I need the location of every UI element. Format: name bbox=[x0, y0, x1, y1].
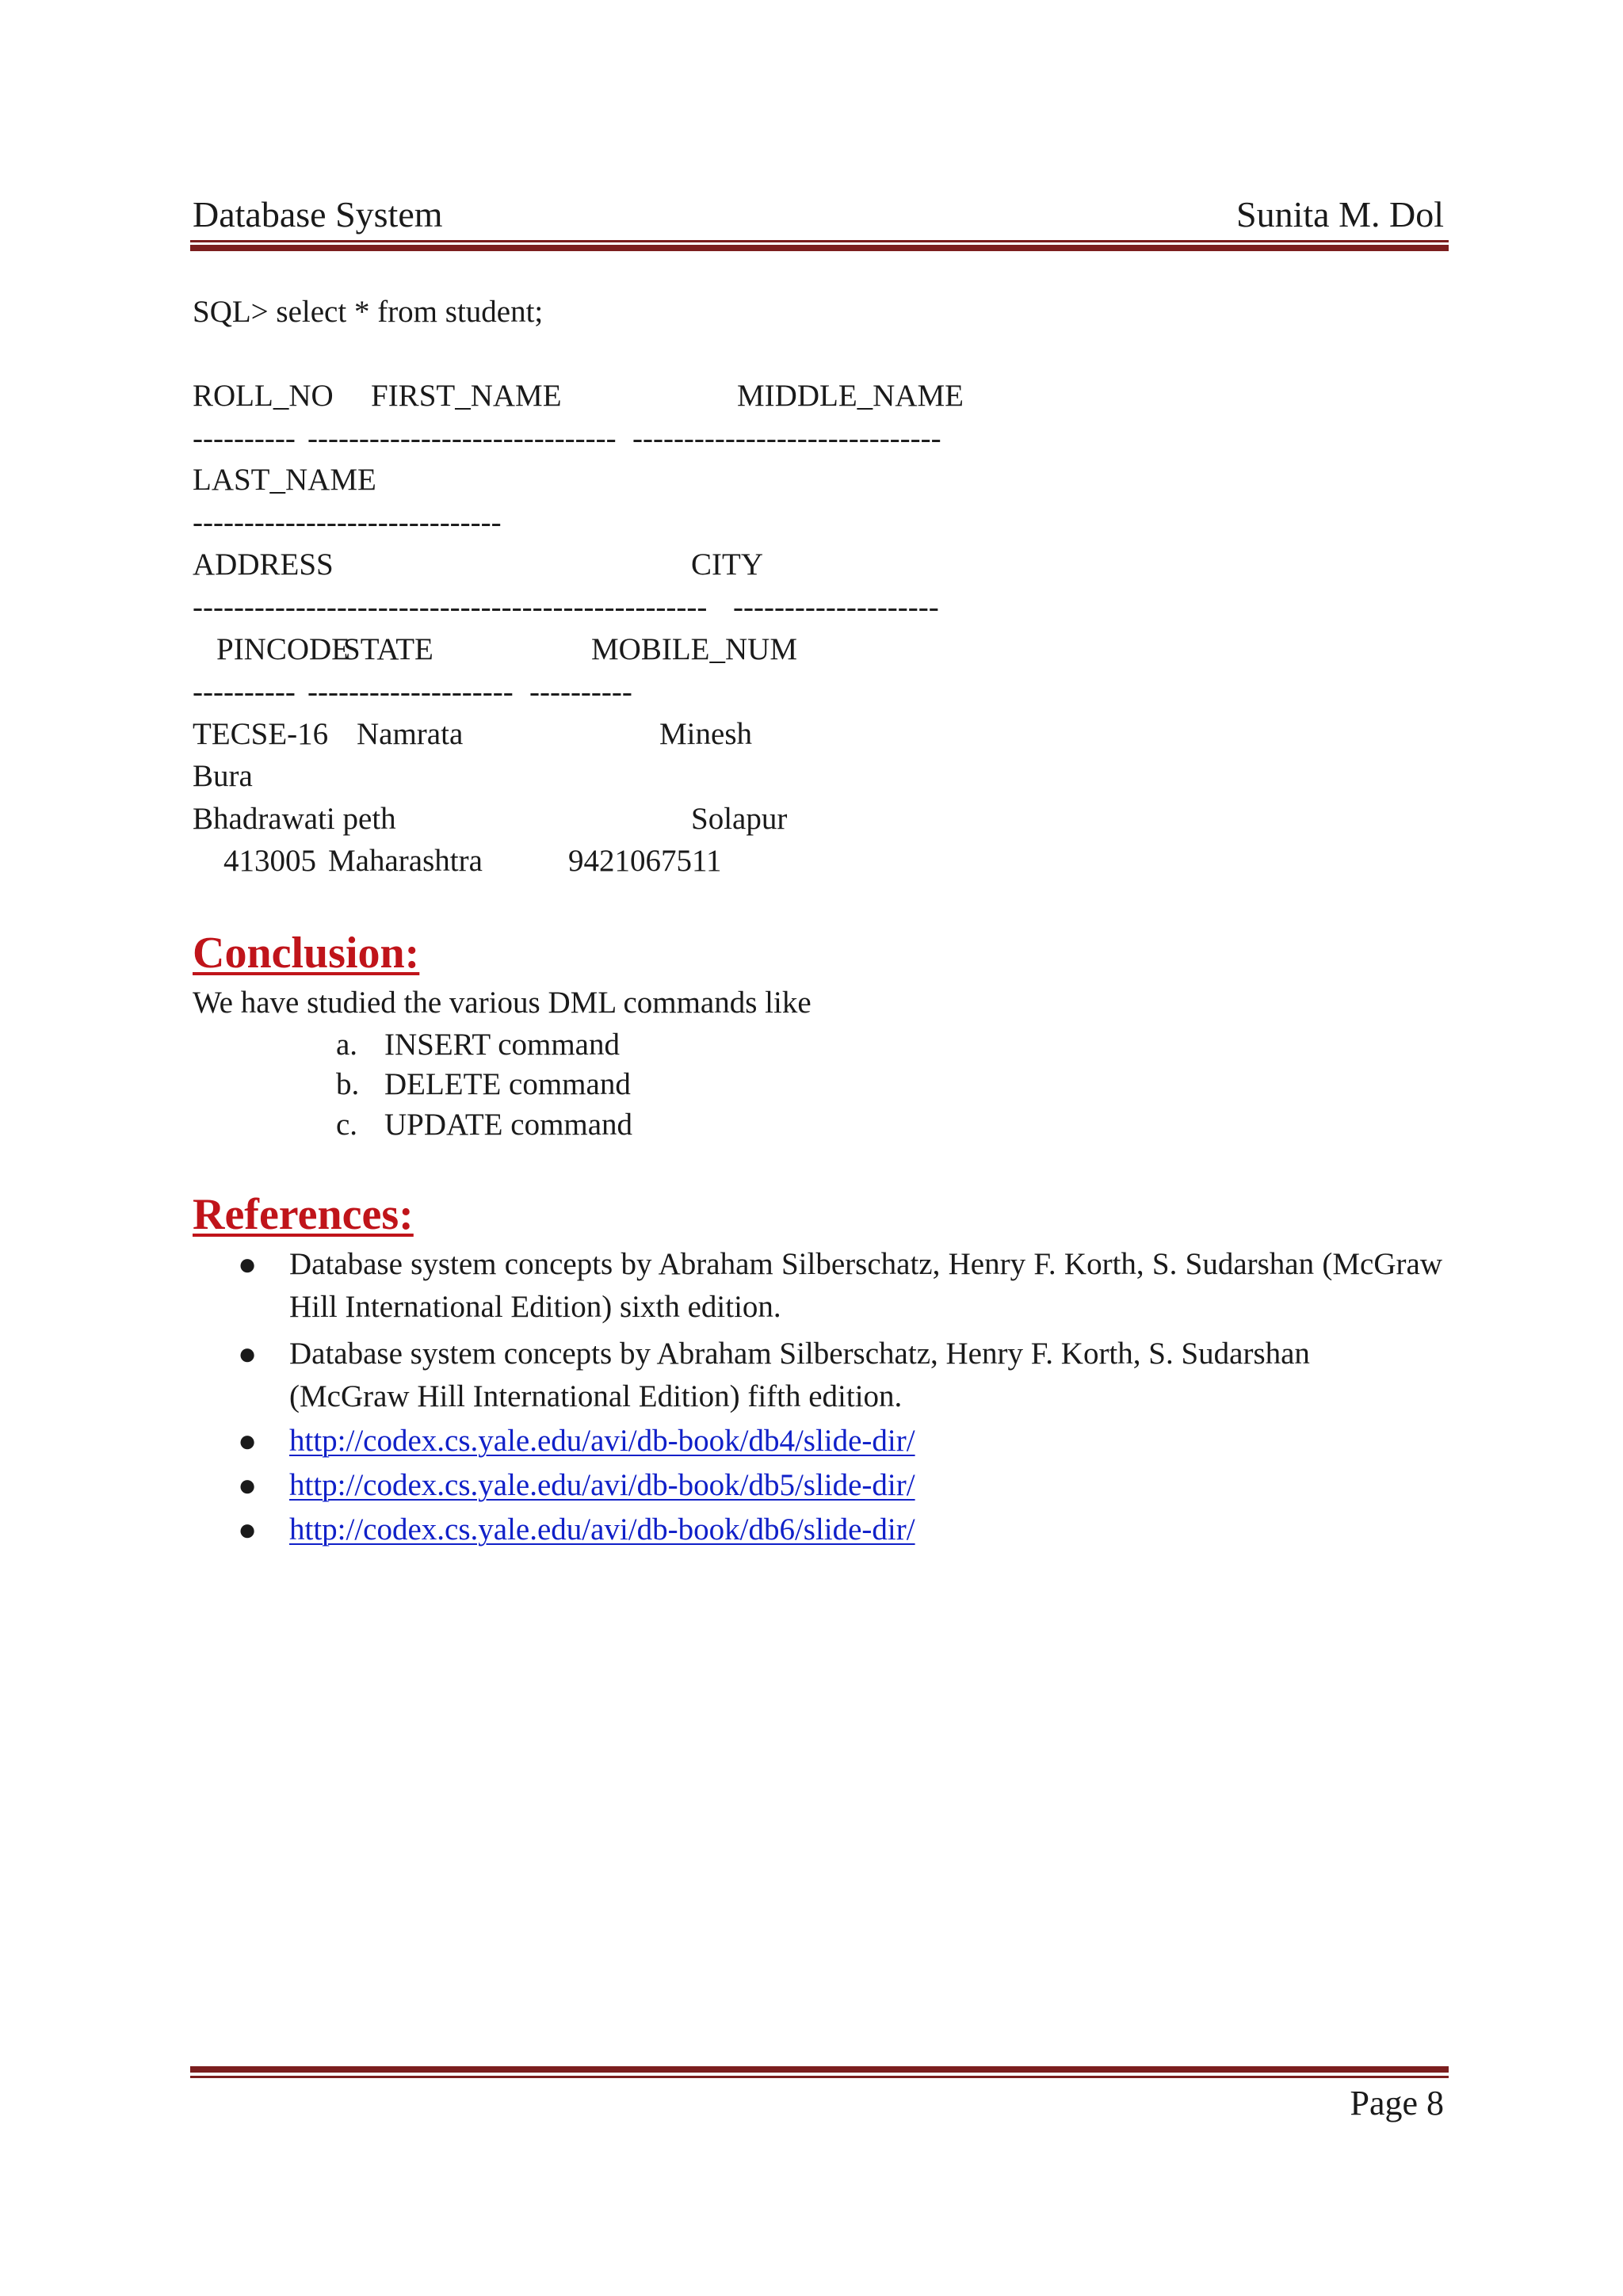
sql-value-last-name: Bura bbox=[193, 759, 253, 793]
sql-value-roll-no: TECSE-16 bbox=[193, 717, 329, 751]
list-marker: b. bbox=[336, 1067, 360, 1101]
sql-column-header: CITY bbox=[691, 547, 763, 582]
sql-column-header: MIDDLE_NAME bbox=[737, 379, 964, 413]
sql-value-city: Solapur bbox=[691, 802, 788, 836]
sql-value-pincode: 413005 bbox=[223, 844, 316, 878]
header-author: Sunita M. Dol bbox=[1236, 194, 1444, 235]
header-title: Database System bbox=[193, 194, 443, 235]
page-number: Page 8 bbox=[1350, 2084, 1444, 2122]
header-rule-thick bbox=[190, 245, 1449, 251]
sql-value-first-name: Namrata bbox=[357, 717, 464, 751]
reference-link[interactable]: http://codex.cs.yale.edu/avi/db-book/db6/slide-dir/ bbox=[289, 1512, 915, 1547]
reference-link[interactable]: http://codex.cs.yale.edu/avi/db-book/db4/slide-dir/ bbox=[289, 1424, 915, 1458]
sql-value-mobile-num: 9421067511 bbox=[568, 844, 722, 878]
bullet-icon: ● bbox=[238, 1336, 258, 1371]
list-item: INSERT command bbox=[384, 1028, 620, 1062]
reference-item: Database system concepts by Abraham Silberschatz, Henry F. Korth, S. Sudarshan (McGraw Hill International Edition) sixth edition. bbox=[289, 1247, 1442, 1324]
sql-column-header: FIRST_NAME bbox=[371, 379, 562, 413]
sql-column-header: ADDRESS bbox=[193, 547, 334, 582]
conclusion-heading: Conclusion: bbox=[193, 929, 420, 978]
sql-dash-separator: -------------------- bbox=[733, 590, 939, 624]
reference-link[interactable]: http://codex.cs.yale.edu/avi/db-book/db5/slide-dir/ bbox=[289, 1468, 915, 1502]
footer-rule-thick bbox=[190, 2066, 1449, 2073]
sql-value-middle-name: Minesh bbox=[659, 717, 752, 751]
sql-column-header: MOBILE_NUM bbox=[591, 632, 797, 666]
reference-item: Database system concepts by Abraham Silberschatz, Henry F. Korth, S. Sudarshan (McGraw Hill International Edition) fifth edition. bbox=[289, 1337, 1310, 1413]
sql-dash-separator: ------------------------------ bbox=[307, 421, 617, 456]
list-marker: c. bbox=[336, 1108, 358, 1142]
sql-dash-separator: ------------------------------ bbox=[193, 505, 502, 540]
sql-dash-separator: ------------------------------ bbox=[632, 421, 941, 456]
bullet-icon: ● bbox=[238, 1423, 258, 1459]
sql-dash-separator: ---------- bbox=[193, 675, 296, 709]
bullet-icon: ● bbox=[238, 1512, 258, 1547]
footer-rule-thin bbox=[190, 2076, 1449, 2078]
sql-column-header: PINCODE bbox=[216, 632, 351, 666]
bullet-icon: ● bbox=[238, 1246, 258, 1282]
sql-dash-separator: -------------------- bbox=[307, 675, 514, 709]
sql-command: SQL> select * from student; bbox=[193, 295, 544, 329]
bullet-icon: ● bbox=[238, 1467, 258, 1503]
list-item: DELETE command bbox=[384, 1067, 631, 1101]
sql-column-header: STATE bbox=[343, 632, 433, 666]
sql-column-header: LAST_NAME bbox=[193, 463, 376, 497]
sql-dash-separator: ---------- bbox=[193, 421, 296, 456]
list-item: UPDATE command bbox=[384, 1108, 633, 1142]
conclusion-intro: We have studied the various DML commands like bbox=[193, 986, 812, 1020]
sql-dash-separator: -------------------------------------------------- bbox=[193, 590, 708, 624]
sql-column-header: ROLL_NO bbox=[193, 379, 334, 413]
sql-dash-separator: ---------- bbox=[529, 675, 632, 709]
sql-value-address: Bhadrawati peth bbox=[193, 802, 396, 836]
list-marker: a. bbox=[336, 1028, 358, 1062]
sql-value-state: Maharashtra bbox=[328, 844, 483, 878]
header-rule-thin bbox=[190, 240, 1449, 242]
references-heading: References: bbox=[193, 1190, 414, 1239]
